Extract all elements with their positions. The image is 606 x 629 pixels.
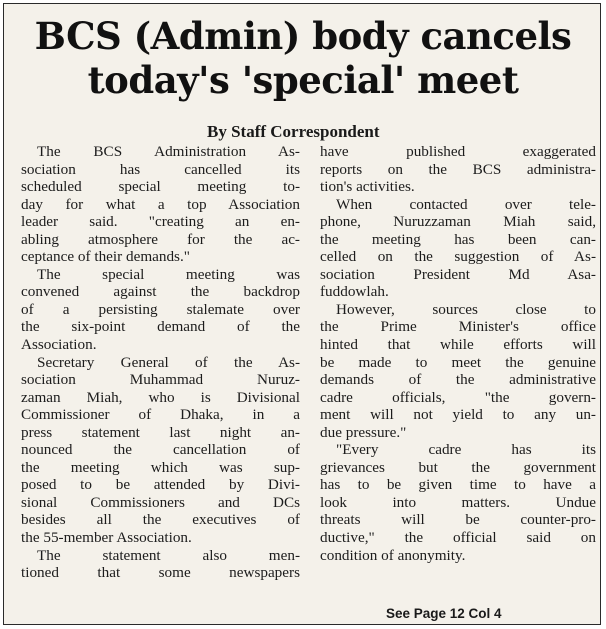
article-line: demands of the administrative [320, 371, 596, 389]
article-column-left [21, 143, 300, 582]
article-line: "Every cadre has its [336, 441, 596, 459]
article-line: be made to meet the genuine [320, 353, 596, 371]
article-line: tion's activities. [320, 178, 415, 196]
article-line: sociation President Md Asa- [320, 265, 596, 283]
article-line: the six-point demand of the [21, 318, 300, 336]
article-line: sional Commissioners and DCs [21, 493, 300, 511]
article-line: has to be given time to have a [320, 476, 596, 494]
article-line: cadre officials, "the govern- [320, 388, 596, 406]
article-line: The statement also men- [37, 546, 300, 564]
article-line: posed to be attended by Divi- [21, 476, 300, 494]
article-line: celled on the suggestion of As- [320, 248, 596, 266]
article-line: the meeting which was sup- [21, 458, 300, 476]
article-line: Secretary General of the As- [37, 353, 300, 371]
article-line: of a persisting stalemate over [21, 300, 300, 318]
article-line: the 55-member Association. [21, 529, 192, 547]
headline [4, 14, 602, 102]
article-line: due pressure." [320, 423, 407, 441]
article-line: have published exaggerated [320, 143, 596, 160]
headline-line-2: today's 'special' meet [87, 58, 519, 102]
article-line: day for what a top Association [21, 195, 300, 213]
continuation-note: See Page 12 Col 4 [386, 606, 502, 621]
article-line: hinted that while efforts will [320, 336, 596, 354]
article-line: nounced the cancellation of [21, 441, 300, 459]
article-line: The special meeting was [37, 265, 300, 283]
article-line: Commissioner of Dhaka, in a [21, 406, 300, 424]
article-line: grievances but the government [320, 458, 596, 476]
article-column-right [320, 143, 596, 564]
article-line: reports on the BCS administra- [320, 160, 596, 178]
article-line: sociation has cancelled its [21, 160, 300, 178]
article-line: the Prime Minister's office [320, 318, 596, 336]
article-line: The BCS Administration As- [37, 143, 300, 160]
article-line: phone, Nuruzzaman Miah said, [320, 213, 596, 231]
article-line: zaman Miah, who is Divisional [21, 388, 300, 406]
article-line: fuddowlah. [320, 283, 389, 301]
article-line: ceptance of their demands." [21, 248, 190, 266]
article-line: tioned that some newspapers [21, 564, 300, 582]
article-line: condition of anonymity. [320, 546, 466, 564]
article-line: besides all the executives of [21, 511, 300, 529]
article-line: However, sources close to [336, 300, 596, 318]
article-line: When contacted over tele- [336, 195, 596, 213]
article-line: abling atmosphere for the ac- [21, 230, 300, 248]
article-line: ment will not yield to any un- [320, 406, 596, 424]
article-line: sociation Muhammad Nuruz- [21, 371, 300, 389]
article-line: leader said. "creating an en- [21, 213, 300, 231]
newspaper-clipping [3, 3, 601, 625]
byline: By Staff Correspondent [207, 122, 380, 141]
article-line: ductive," the official said on [320, 529, 596, 547]
article-line: scheduled special meeting to- [21, 178, 300, 196]
article-line: convened against the backdrop [21, 283, 300, 301]
headline-line-1: BCS (Admin) body cancels [34, 14, 572, 58]
article-line: press statement last night an- [21, 423, 300, 441]
article-line: threats will be counter-pro- [320, 511, 596, 529]
article-line: the meeting has been can- [320, 230, 596, 248]
article-line: Association. [21, 336, 97, 354]
article-line: look into matters. Undue [320, 493, 596, 511]
